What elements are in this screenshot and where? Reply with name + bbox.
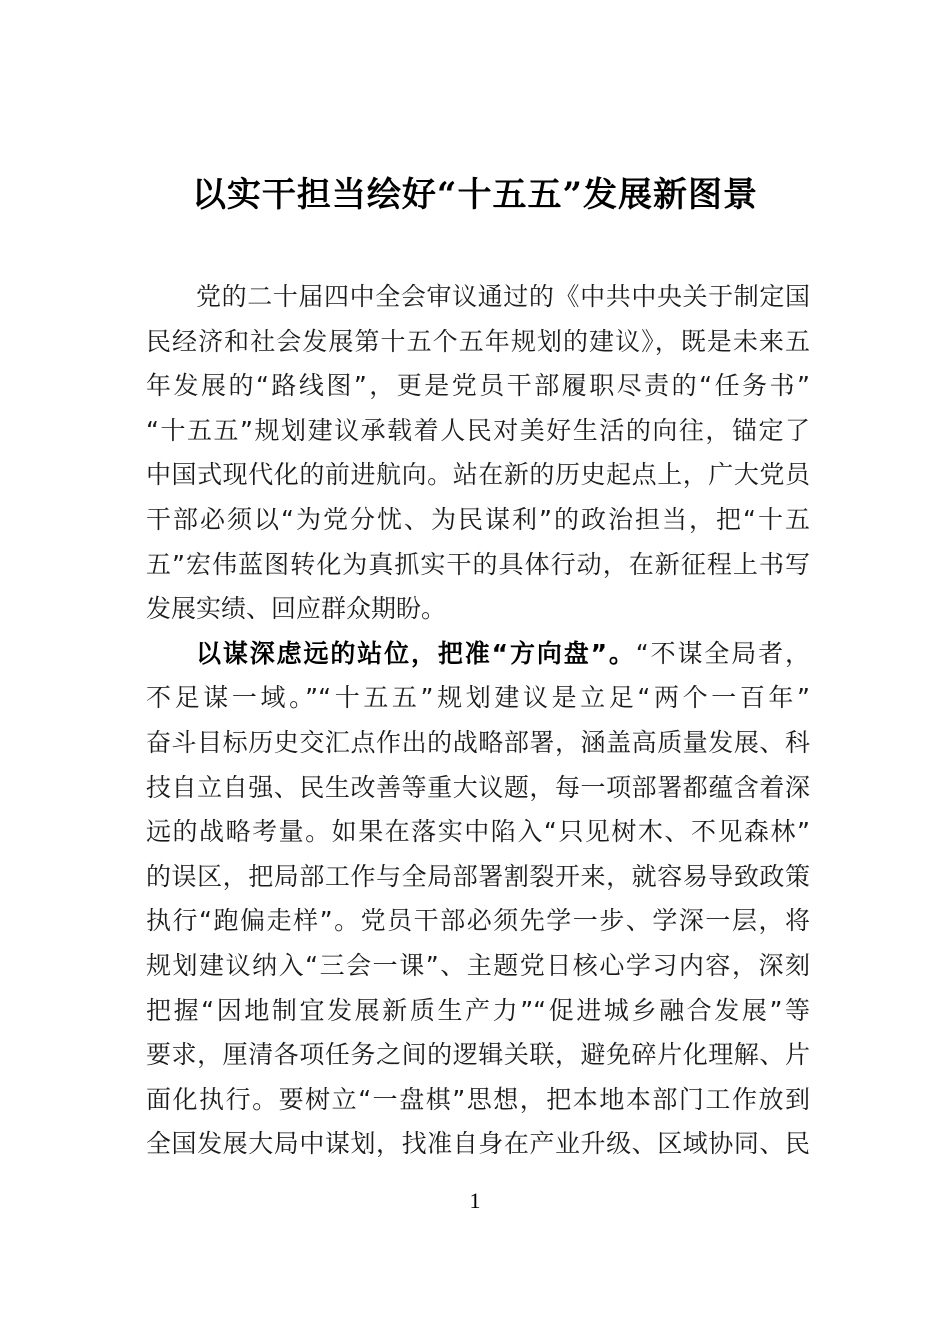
paragraph-1-line-6: 干部必须以“为党分忧、为民谋利”的政治担当，把“十五 bbox=[146, 504, 810, 534]
paragraph-2-line-7: 执行“跑偏走样”。党员干部必须先学一步、学深一层，将 bbox=[146, 906, 810, 936]
paragraph-1-line-3: 年发展的“路线图”，更是党员干部履职尽责的“任务书” bbox=[146, 371, 810, 401]
page-number: 1 bbox=[469, 1188, 481, 1213]
paragraph-2-line-9: 把握“因地制宜发展新质生产力”“促进城乡融合发展”等 bbox=[146, 995, 810, 1025]
paragraph-2-line-6: 的误区，把局部工作与全局部署割裂开来，就容易导致政策 bbox=[146, 861, 810, 891]
paragraph-2-line-1-rest: “不谋全局者， bbox=[635, 638, 810, 668]
paragraph-2-line-3: 奋斗目标历史交汇点作出的战略部署，涵盖高质量发展、科 bbox=[146, 727, 810, 757]
paragraph-2-line-1 bbox=[146, 632, 810, 677]
paragraph-2-line-4: 技自立自强、民生改善等重大议题，每一项部署都蕴含着深 bbox=[146, 772, 810, 802]
paragraph-2-line-10: 要求，厘清各项任务之间的逻辑关联，避免碎片化理解、片 bbox=[146, 1040, 810, 1070]
paragraph-1-line-4: “十五五”规划建议承载着人民对美好生活的向往，锚定了 bbox=[146, 415, 810, 445]
paragraph-1-line-1: 党的二十届四中全会审议通过的《中共中央关于制定国 bbox=[196, 282, 810, 311]
paragraph-2-line-5: 远的战略考量。如果在落实中陷入“只见树木、不见森林” bbox=[146, 817, 810, 847]
document-body bbox=[146, 275, 810, 1167]
paragraph-2-line-11: 面化执行。要树立“一盘棋”思想，把本地本部门工作放到 bbox=[146, 1084, 810, 1114]
paragraph-1-line-2: 民经济和社会发展第十五个五年规划的建议》，既是未来五 bbox=[146, 326, 810, 356]
paragraph-1-line-8: 发展实绩、回应群众期盼。 bbox=[146, 594, 447, 624]
section-heading-lead: 以谋深虑远的站位，把准“方向盘”。 bbox=[196, 638, 636, 668]
paragraph-2-line-12: 全国发展大局中谋划，找准自身在产业升级、区域协同、民 bbox=[146, 1129, 810, 1159]
paragraph-1-line-5: 中国式现代化的前进航向。站在新的历史起点上，广大党员 bbox=[146, 460, 810, 490]
paragraph-2-line-8: 规划建议纳入“三会一课”、主题党日核心学习内容，深刻 bbox=[146, 950, 810, 980]
paragraph-2-line-2: 不足谋一域。”“十五五”规划建议是立足“两个一百年” bbox=[146, 683, 810, 713]
paragraph-1-line-7: 五”宏伟蓝图转化为真抓实干的具体行动，在新征程上书写 bbox=[146, 549, 810, 579]
document-title: 以实干担当绘好“十五五”发展新图景 bbox=[191, 175, 759, 215]
